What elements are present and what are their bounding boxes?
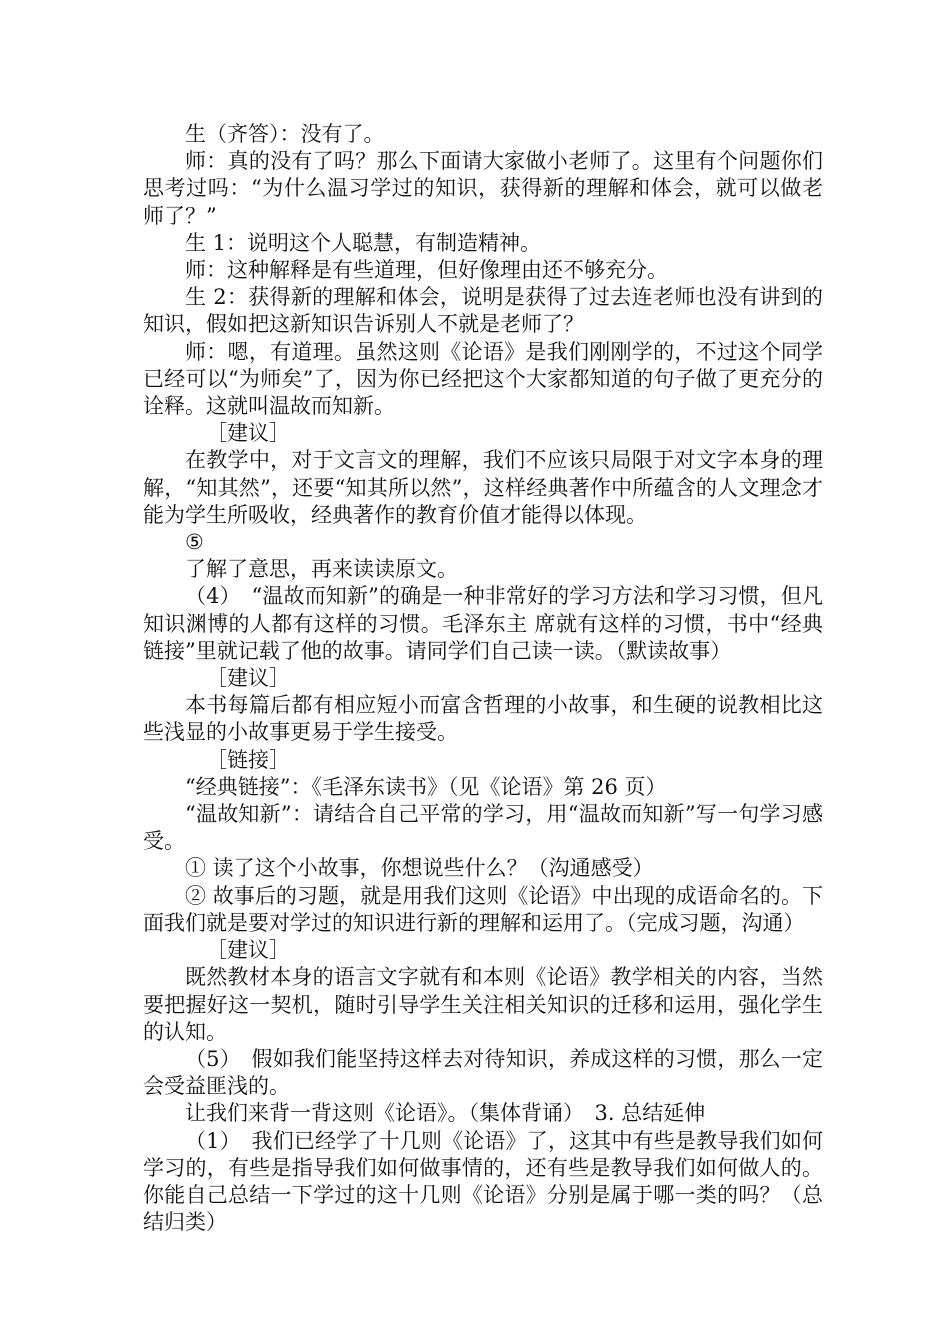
paragraph: “温故知新”：请结合自己平常的学习，用“温故而知新”写一句学习感受。 xyxy=(143,802,823,854)
paragraph: 师：嗯，有道理。虽然这则《论语》是我们刚刚学的，不过这个同学已经可以“为师矣”了，因为你已经把这个大家都知道的句子做了更充分的诠释。这就叫温故而知新。 xyxy=(143,339,823,419)
paragraph: （5） 假如我们能坚持这样去对待知识，养成这样的习惯，那么一定会受益匪浅的。 xyxy=(143,1046,823,1099)
suggestion-heading: ［建议］ xyxy=(206,666,290,691)
paragraph: “经典链接”：《毛泽东读书》（见《论语》第 26 页） xyxy=(185,774,667,799)
paragraph: 师：这种解释是有些道理，但好像理由还不够充分。 xyxy=(185,258,668,283)
link-heading: ［链接］ xyxy=(206,747,290,772)
paragraph: （4） “温故而知新”的确是一种非常好的学习方法和学习习惯，但凡知识渊博的人都有这样的习惯。毛泽东主 席就有这样的习惯，书中“经典链接”里就记载了他的故事。请同学们自己读一读。（默读故事） xyxy=(143,584,823,663)
paragraph: 让我们来背一背这则《论语》。（集体背诵） 3. 总结延伸 xyxy=(185,1101,706,1126)
paragraph: 本书每篇后都有相应短小而富含哲理的小故事，和生硬的说教相比这些浅显的小故事更易于学生接受。 xyxy=(143,693,823,745)
paragraph: 师：真的没有了吗？那么下面请大家做小老师了。这里有个问题你们思考过吗：“为什么温习学过的知识，获得新的理解和体会，就可以做老师了？” xyxy=(143,149,823,228)
paragraph: 生 2：获得新的理解和体会，说明是获得了过去连老师也没有讲到的知识，假如把这新知识告诉别人不就是老师了？ xyxy=(143,285,823,337)
paragraph: 既然教材本身的语言文字就有和本则《论语》教学相关的内容，当然要把握好这一契机，随时引导学生关注相关知识的迁移和运用，强化学生的认知。 xyxy=(143,965,823,1044)
document-body xyxy=(143,121,823,1236)
paragraph: ② 故事后的习题，就是用我们这则《论语》中出现的成语命名的。下面我们就是要对学过的知识进行新的理解和运用了。（完成习题，沟通） xyxy=(143,883,823,935)
paragraph: ① 读了这个小故事，你想说些什么？（沟通感受） xyxy=(185,856,654,881)
paragraph: （1） 我们已经学了十几则《论语》了，这其中有些是教导我们如何学习的，有些是指导我们如何做事情的，还有些是教导我们如何做人的。你能自己总结一下学过的这十几则《论语》分别是属于哪一类的吗？（总结归类） xyxy=(143,1128,823,1235)
paragraph: 在教学中，对于文言文的理解，我们不应该只局限于对文字本身的理解，“知其然”，还要“知其所以然”，这样经典著作中所蕴含的人文理念才能为学生所吸收，经典著作的教育价值才能得以体现。 xyxy=(143,448,823,527)
paragraph: ⑤ xyxy=(185,530,204,555)
paragraph: 生 1：说明这个人聪慧，有制造精神。 xyxy=(185,230,542,255)
suggestion-heading: ［建议］ xyxy=(206,421,290,446)
paragraph: 生（齐答）：没有了。 xyxy=(185,122,385,146)
paragraph: 了解了意思，再来读读原文。 xyxy=(185,557,458,582)
suggestion-heading: ［建议］ xyxy=(206,938,290,963)
